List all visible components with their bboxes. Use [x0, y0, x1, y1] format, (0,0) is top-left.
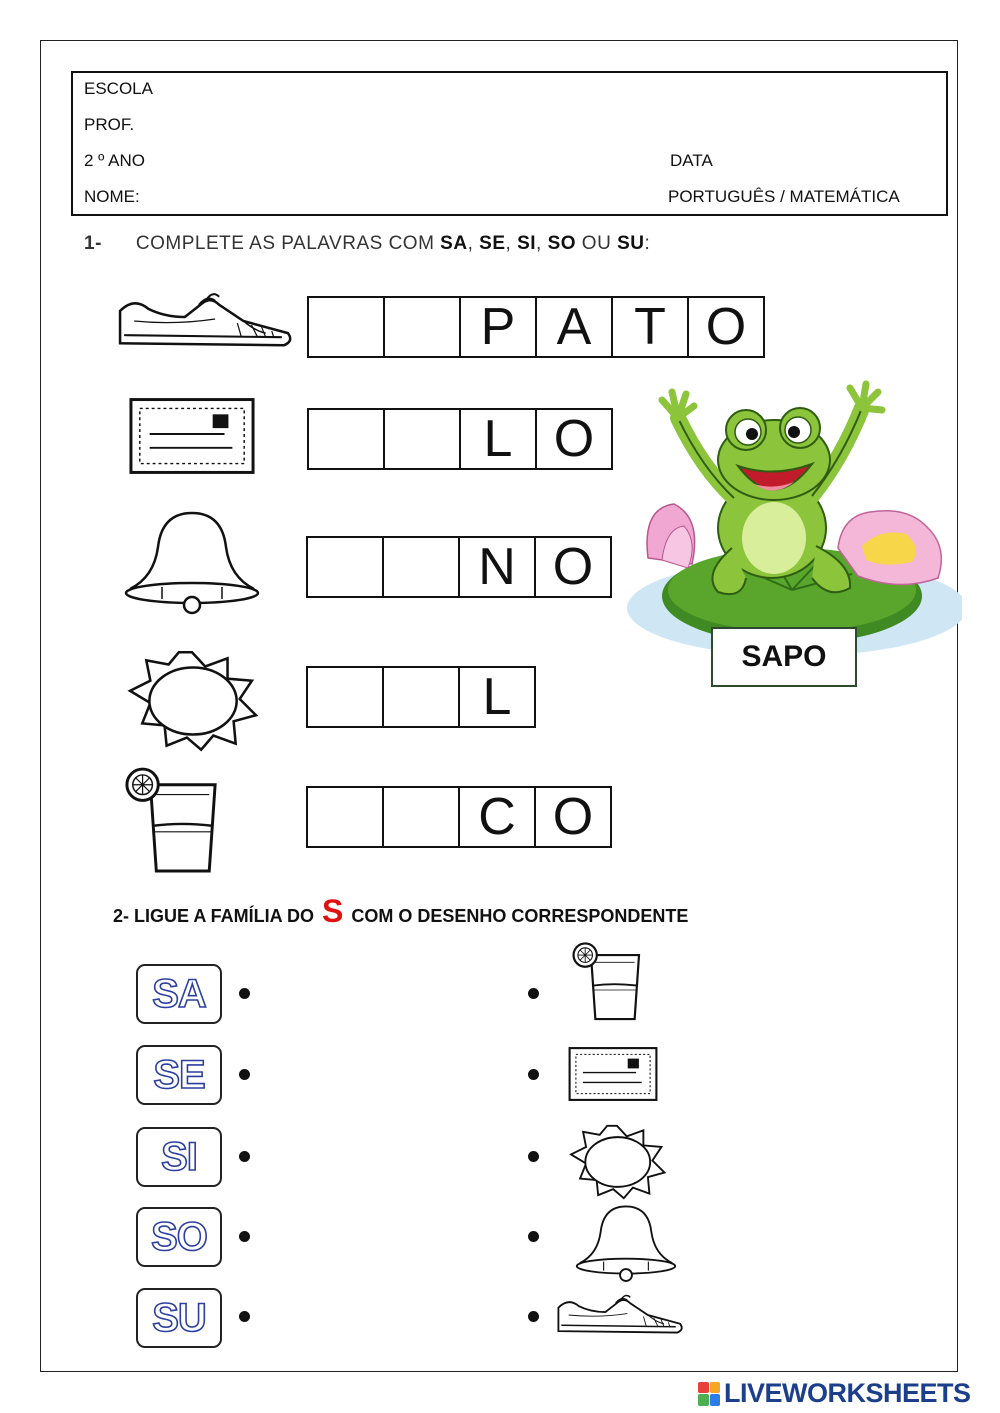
letter-cell: A — [535, 296, 613, 358]
syllable-card-sa[interactable] — [136, 964, 222, 1024]
blank-cell[interactable] — [307, 296, 385, 358]
blank-cell[interactable] — [382, 786, 460, 848]
letter-cell: L — [458, 666, 536, 728]
word-row-shoe — [307, 296, 765, 358]
instruction-prefix: COMPLETE AS PALAVRAS COM — [135, 233, 441, 254]
syllable-so: SO — [547, 233, 577, 254]
date-label: DATA — [670, 151, 713, 170]
exercise-2-instruction — [113, 893, 688, 930]
shoe-icon — [114, 290, 296, 352]
blank-cell[interactable] — [383, 408, 461, 470]
syllable-text: SU — [152, 1295, 206, 1340]
right-connect-dot-glass[interactable] — [528, 988, 539, 999]
highlight-letter: S — [322, 893, 344, 929]
envelope-icon — [128, 396, 256, 476]
syllable-card-su[interactable] — [136, 1288, 222, 1348]
blank-cell[interactable] — [307, 408, 385, 470]
sun-icon — [126, 650, 258, 752]
right-connect-dot-bell[interactable] — [528, 1231, 539, 1242]
syllable-sa: SA — [440, 233, 468, 254]
blank-cell[interactable] — [306, 786, 384, 848]
letter-cell: O — [534, 786, 612, 848]
grade-label: 2 º ANO — [84, 151, 146, 170]
syllable-card-si[interactable] — [136, 1127, 222, 1187]
right-connect-dot-sun[interactable] — [528, 1151, 539, 1162]
syllable-se: SE — [479, 233, 506, 254]
left-connect-dot-si[interactable] — [239, 1151, 250, 1162]
envelope-icon — [564, 1046, 662, 1102]
exercise-1-number: 1- — [84, 233, 102, 254]
right-connect-dot-envelope[interactable] — [528, 1069, 539, 1080]
blank-cell[interactable] — [383, 296, 461, 358]
brand-text: LIVEWORKSHEETS — [724, 1378, 971, 1408]
letter-cell: P — [459, 296, 537, 358]
syllable-card-so[interactable] — [136, 1207, 222, 1267]
separator: , — [505, 233, 518, 254]
blank-cell[interactable] — [382, 666, 460, 728]
juice-glass-icon — [123, 766, 221, 876]
syllable-su: SU — [617, 233, 645, 254]
bell-icon — [572, 1202, 680, 1284]
left-connect-dot-su[interactable] — [239, 1311, 250, 1322]
blank-cell[interactable] — [306, 536, 384, 598]
word-row-envelope — [307, 408, 613, 470]
letter-cell: L — [459, 408, 537, 470]
word-row-juice — [306, 786, 612, 848]
letter-cell: O — [687, 296, 765, 358]
sapo-label: SAPO — [711, 627, 857, 687]
right-connect-dot-shoe[interactable] — [528, 1311, 539, 1322]
instruction-end: : — [644, 233, 651, 254]
letter-cell: O — [535, 408, 613, 470]
separator: , — [467, 233, 480, 254]
syllable-text: SE — [153, 1052, 205, 1097]
school-label: ESCOLA — [84, 79, 153, 98]
frog-illustration — [622, 378, 962, 668]
sun-icon — [568, 1124, 666, 1200]
instruction-text: COM O DESENHO CORRESPONDENTE — [346, 906, 689, 926]
subject-label: PORTUGUÊS / MATEMÁTICA — [668, 187, 900, 206]
letter-cell: O — [534, 536, 612, 598]
teacher-label: PROF. — [84, 115, 135, 134]
syllable-text: SO — [151, 1214, 207, 1259]
syllable-text: SA — [152, 971, 206, 1016]
name-label: NOME: — [84, 187, 140, 206]
syllable-card-se[interactable] — [136, 1045, 222, 1105]
liveworksheets-branding — [698, 1378, 971, 1409]
syllable-text: SI — [161, 1134, 197, 1179]
left-connect-dot-sa[interactable] — [239, 988, 250, 999]
shoe-icon — [554, 1292, 686, 1338]
left-connect-dot-so[interactable] — [239, 1231, 250, 1242]
left-connect-dot-se[interactable] — [239, 1069, 250, 1080]
instruction-text: 2- LIGUE A FAMÍLIA DO — [113, 906, 319, 926]
bell-icon — [122, 507, 262, 617]
blank-cell[interactable] — [306, 666, 384, 728]
word-row-bell — [306, 536, 612, 598]
liveworksheets-logo-icon — [698, 1382, 720, 1406]
blank-cell[interactable] — [382, 536, 460, 598]
letter-cell: T — [611, 296, 689, 358]
conjunction: OU — [576, 233, 618, 254]
letter-cell: C — [458, 786, 536, 848]
separator: , — [536, 233, 548, 254]
syllable-si: SI — [517, 233, 537, 254]
exercise-1-instruction — [84, 233, 650, 255]
juice-glass-icon — [570, 942, 644, 1022]
word-row-sun — [306, 666, 536, 728]
letter-cell: N — [458, 536, 536, 598]
